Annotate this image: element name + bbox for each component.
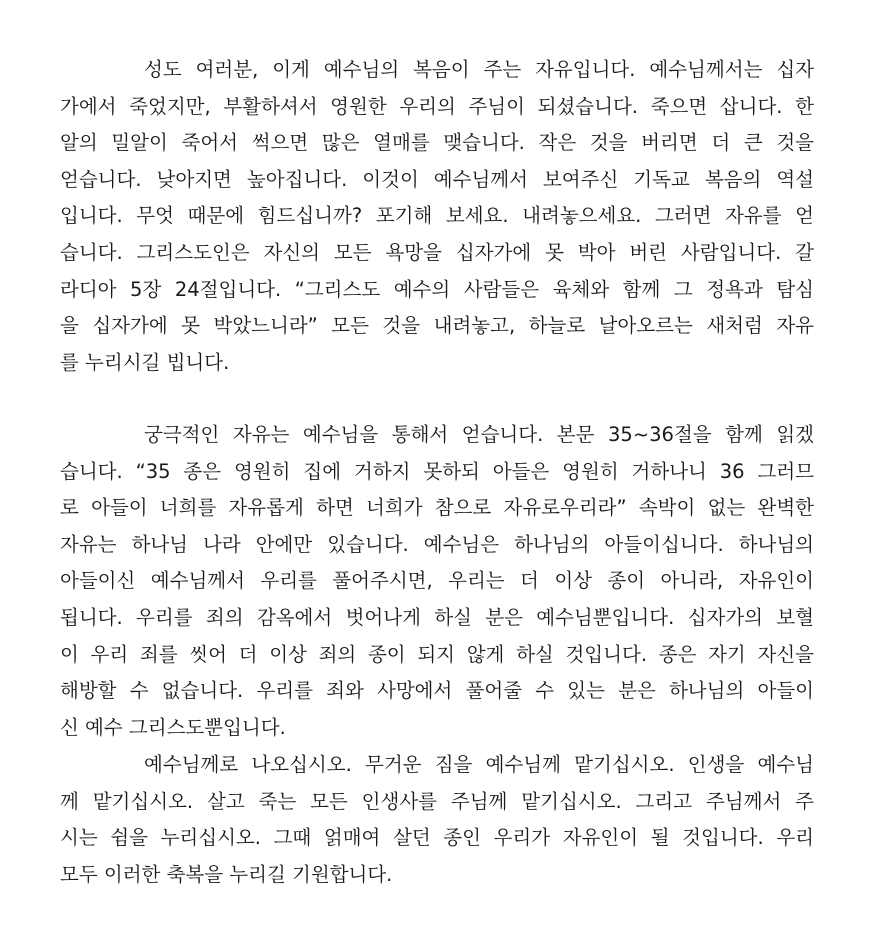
text-line: 아들이신 예수님께서 우리를 풀어주시면, 우리는 더 이상 종이 아니라, 자유인이 [60,569,814,593]
text-line: 습니다. “35 종은 영원히 집에 거하지 못하되 아들은 영원히 거하나니 36 그러므 [60,459,814,483]
paragraph-ultimate-freedom [60,417,814,746]
text-line: 자유는 하나님 나라 안에만 있습니다. 예수님은 하나님의 아들이십니다. 하나님의 [60,532,814,556]
text-line: 성도 여러분, 이게 예수님의 복음이 주는 자유입니다. 예수님께서는 십자 [144,58,814,81]
text-line: 알의 밀알이 죽어서 썩으면 많은 열매를 맺습니다. 작은 것을 버리면 더 큰 것을 [60,131,814,155]
text-line: 습니다. 그리스도인은 자신의 모든 욕망을 십자가에 못 박아 버린 사람입니다. 갈 [60,240,814,264]
text-line: 신 예수 그리스도뿐입니다. [60,715,286,739]
text-line: 궁극적인 자유는 예수님을 통해서 얻습니다. 본문 35~36절을 함께 읽겠 [144,423,814,446]
text-line: 을 십자가에 못 박았느니라” 모든 것을 내려놓고, 하늘로 날아오르는 새처럼 자유 [60,314,814,338]
text-line: 얻습니다. 낮아지면 높아집니다. 이것이 예수님께서 보여주신 기독교 복음의 역설 [60,167,814,191]
text-line: 를 누리시길 빕니다. [60,350,230,374]
text-line: 시는 쉼을 누리십시오. 그때 얽매여 살던 종인 우리가 자유인이 될 것입니다. 우리 [60,826,814,850]
text-line: 해방할 수 없습니다. 우리를 죄와 사망에서 풀어줄 수 있는 분은 하나님의 아들이 [60,679,814,703]
text-line: 모두 이러한 축복을 누리길 기원합니다. [60,862,393,886]
text-line: 로 아들이 너희를 자유롭게 하면 너희가 참으로 자유로우리라” 속박이 없는 완벽한 [60,496,814,520]
text-line: 예수님께로 나오십시오. 무거운 짐을 예수님께 맡기십시오. 인생을 예수님 [144,753,814,776]
text-line: 이 우리 죄를 씻어 더 이상 죄의 종이 되지 않게 하실 것입니다. 종은 자기 자신을 [60,642,814,666]
text-line: 됩니다. 우리를 죄의 감옥에서 벗어나게 하실 분은 예수님뿐입니다. 십자가의 보혈 [60,605,814,629]
text-line: 입니다. 무엇 때문에 힘드십니까? 포기해 보세요. 내려놓으세요. 그러면 자유를 얻 [60,204,814,228]
text-line: 께 맡기십시오. 살고 죽는 모든 인생사를 주님께 맡기십시오. 그리고 주님께서 주 [60,789,814,813]
text-line: 라디아 5장 24절입니다. “그리스도 예수의 사람들은 육체와 함께 그 정욕과 탐심 [60,277,814,301]
paragraph-come-to-jesus [60,747,814,893]
text-line: 가에서 죽었지만, 부활하셔서 영원한 우리의 주님이 되셨습니다. 죽으면 삽니다. 한 [60,94,814,118]
paragraph-freedom-through-gospel [60,52,814,381]
